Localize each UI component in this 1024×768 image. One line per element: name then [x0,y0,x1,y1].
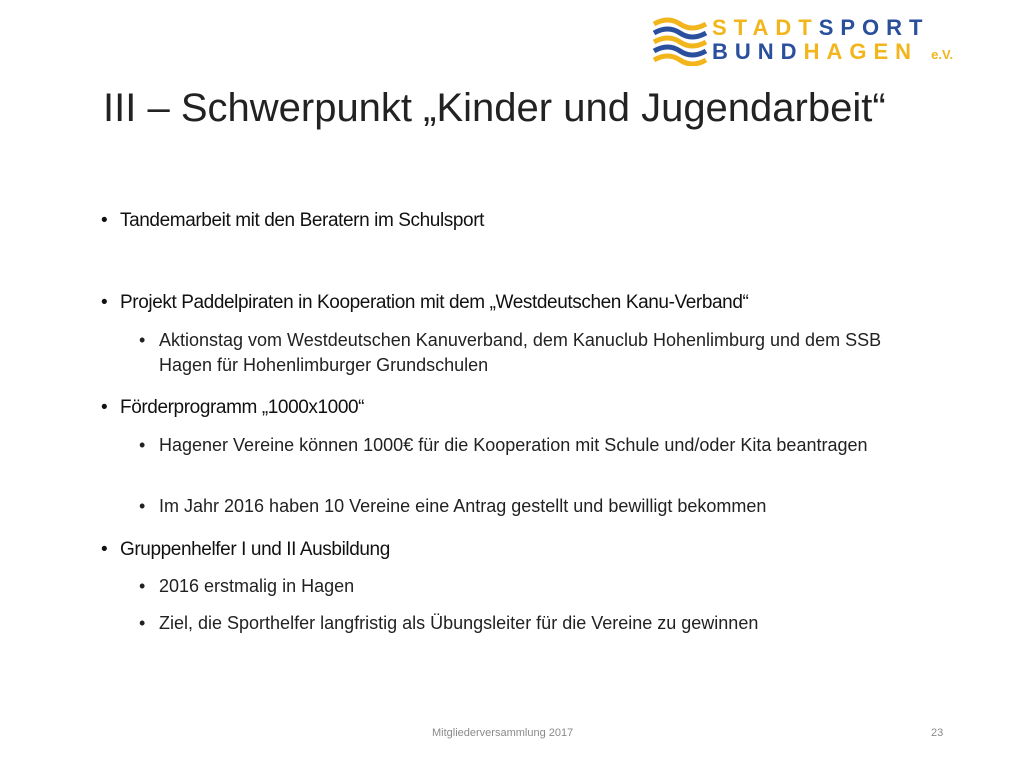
page-number: 23 [931,727,944,739]
bullet-icon: • [139,576,146,596]
bullet-text: Projekt Paddelpiraten in Kooperation mit dem „Westdeutschen Kanu-Verband“ [120,292,749,313]
bullet-text: Förderprogramm „1000x1000“ [120,397,365,418]
slide-title: III – Schwerpunkt „Kinder und Jugendarbeit“ [103,86,886,130]
sub-bullet-item [139,433,899,458]
waves-logo-icon [652,14,708,66]
sub-bullet-item [139,574,899,599]
sub-bullet-item [139,494,899,519]
stadtsportbund-logo [652,14,954,66]
bullet-item [101,292,749,314]
sub-bullet-text: Im Jahr 2016 haben 10 Vereine eine Antrag gestellt und bewilligt bekommen [159,496,767,516]
bullet-item [101,210,485,232]
sub-bullet-text: 2016 erstmalig in Hagen [159,576,355,596]
bullet-item [101,397,365,419]
bullet-icon: • [139,435,146,455]
sub-bullet-text: Aktionstag vom Westdeutschen Kanuverband, dem Kanuclub Hohenlimburg und dem SSB Hagen für Hohenlimburger Grundschulen [159,330,882,375]
logo-text-stadt: STADT [712,15,819,40]
bullet-icon: • [139,496,146,516]
bullet-icon: • [101,292,108,313]
bullet-icon: • [101,539,108,560]
bullet-text: Gruppenhelfer I und II Ausbildung [120,539,390,560]
sub-bullet-text: Ziel, die Sporthelfer langfristig als Übungsleiter für die Vereine zu gewinnen [159,613,759,633]
sub-bullet-item [139,611,899,636]
sub-bullet-item [139,328,899,378]
bullet-icon: • [101,210,108,231]
logo-text-ev: e.V. [931,47,954,62]
bullet-item [101,539,390,561]
footer-text: Mitgliederversammlung 2017 [432,727,574,739]
logo-text-bund: BUND [712,39,804,64]
logo-text-sport: SPORT [818,15,930,40]
sub-bullet-text: Hagener Vereine können 1000€ für die Kooperation mit Schule und/oder Kita beantragen [159,435,868,455]
bullet-icon: • [139,330,146,350]
bullet-icon: • [101,397,108,418]
logo-wordmark [712,16,953,67]
bullet-icon: • [139,613,146,633]
bullet-text: Tandemarbeit mit den Beratern im Schulsport [120,210,485,231]
logo-text-hagen: HAGEN [803,39,919,64]
